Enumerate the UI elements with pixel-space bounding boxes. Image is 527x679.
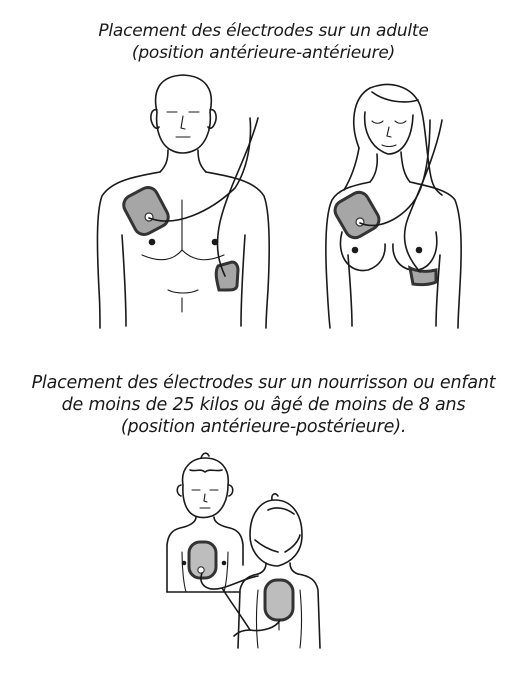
child-caption-line3: (position antérieure-postérieure). <box>120 417 407 437</box>
adult-caption-line1: Placement des électrodes sur un adulte <box>98 21 429 41</box>
adult-female-figure <box>326 85 461 328</box>
adult-male-figure <box>97 75 269 328</box>
child-caption-line2: de moins de 25 kilos ou âgé de moins de 8 ans <box>61 395 466 415</box>
adult-caption-line2: (position antérieure-antérieure) <box>131 43 396 63</box>
child-back-figure <box>222 494 320 648</box>
child-front-figure <box>167 453 258 592</box>
adult-pad-upper-right <box>120 184 172 238</box>
child-caption-line1: Placement des électrodes sur un nourrisson ou enfant <box>31 373 496 393</box>
adult-female-pad-upper-right <box>331 189 382 242</box>
adult-female-pad-lower-left <box>410 268 436 285</box>
child-pad-back <box>265 580 293 620</box>
adult-pad-lower-left <box>216 262 238 290</box>
